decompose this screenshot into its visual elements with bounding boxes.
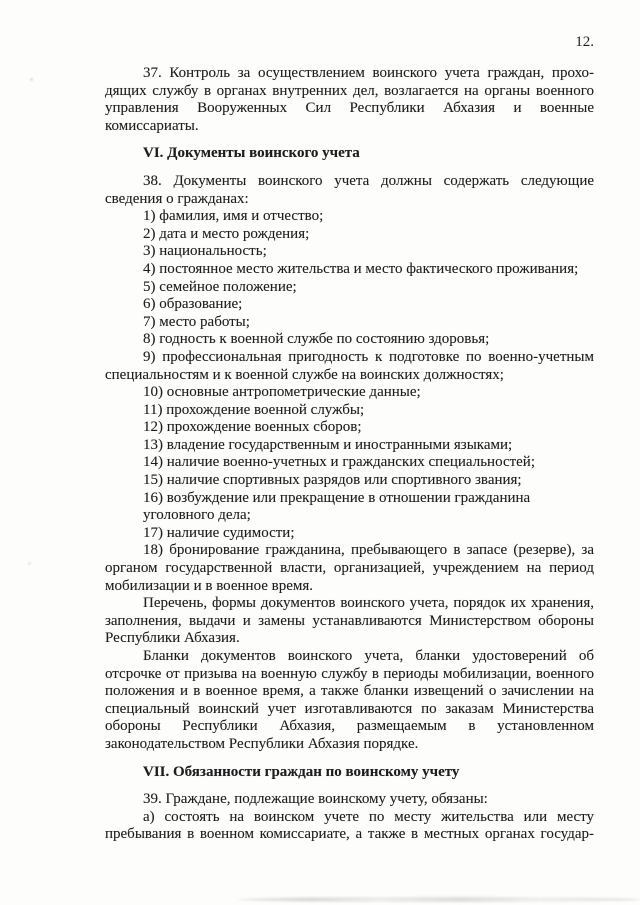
text-line: пребывания в военном комиссариате, а также в местных органах государ-: [105, 826, 594, 843]
text-line: 3) национальность;: [143, 243, 267, 260]
text-line: 13) владение государственным и иностранными языками;: [143, 436, 513, 453]
document-body: [105, 65, 594, 844]
paragraph: [105, 208, 594, 595]
text-line: 4) постоянное место жительства и место фактического проживания;: [143, 260, 579, 277]
text-line: обороны Республики Абхазия, размещаемым в установленном: [105, 718, 594, 735]
paragraph: [105, 791, 594, 844]
text-line: положения и в военное время, а также бланки извещений о зачислении на: [105, 683, 594, 700]
text-line: комиссариаты.: [105, 117, 199, 134]
text-line: 9) профессиональная пригодность к подготовке по военно-учетным: [143, 348, 594, 365]
text-line: 18) бронирование гражданина, пребывающего в запасе (резерве), за: [143, 542, 594, 559]
text-line: законодательством Республики Абхазия порядке.: [105, 735, 419, 752]
text-line: органом государственной власти, организацией, учреждением на период: [105, 560, 594, 577]
text-line: заполнения, выдачи и замены устанавливаются Министерством обороны: [105, 612, 594, 629]
text-line: уголовного дела;: [143, 507, 251, 524]
scan-speck-artifact: [28, 562, 31, 565]
page-number: 12.: [575, 34, 594, 50]
paragraph: [105, 65, 594, 135]
text-line: 6) образование;: [143, 296, 243, 313]
text-line: дящих службу в органах внутренних дел, возлагается на органы военного: [105, 82, 594, 99]
text-line: а) состоять на воинском учете по месту жительства или месту: [143, 808, 594, 825]
text-line: 2) дата и место рождения;: [143, 225, 310, 242]
section-heading: VI. Документы воинского учета: [143, 145, 360, 162]
scan-speck-artifact: [30, 78, 33, 81]
text-line: 37. Контроль за осуществлением воинского учета граждан, прохо-: [143, 65, 594, 81]
paragraph: [105, 173, 594, 208]
scan-smudge-artifact: [238, 897, 640, 902]
text-line: 12) прохождение военных сборов;: [143, 419, 362, 436]
text-line: 38. Документы воинского учета должны содержать следующие: [143, 172, 594, 189]
text-line: 11) прохождение военной службы;: [143, 401, 365, 418]
text-line: 1) фамилия, имя и отчество;: [143, 208, 324, 225]
text-line: мобилизации и в военное время.: [105, 577, 314, 594]
text-line: 8) годность к военной службе по состоянию здоровья;: [143, 331, 490, 348]
text-line: сведения о гражданах:: [105, 190, 249, 207]
paragraph: [105, 595, 594, 648]
text-column: [105, 33, 594, 844]
text-line: отсрочке от призыва на военную службу в периоды мобилизации, военного: [105, 665, 594, 682]
paragraph: [105, 648, 594, 754]
text-line: специальный воинский учет изготавливаются по заказам Министерства: [105, 700, 594, 717]
text-line: 5) семейное положение;: [143, 278, 297, 295]
text-line: управления Вооруженных Сил Республики Абхазия и военные: [105, 100, 594, 117]
text-line: Республики Абхазия.: [105, 630, 240, 647]
text-line: 15) наличие спортивных разрядов или спортивного звания;: [143, 472, 522, 489]
text-line: 10) основные антропометрические данные;: [143, 384, 421, 401]
text-line: 7) место работы;: [143, 313, 250, 330]
text-line: 16) возбуждение или прекращение в отношении гражданина: [143, 489, 531, 506]
section-heading: VII. Обязанности граждан по воинскому учету: [143, 763, 460, 780]
text-line: Перечень, формы документов воинского учета, порядок их хранения,: [143, 595, 594, 612]
text-line: 39. Граждане, подлежащие воинскому учету, обязаны:: [143, 791, 488, 808]
text-line: Бланки документов воинского учета, бланки удостоверений об: [143, 648, 594, 664]
text-line: 14) наличие военно-учетных и гражданских специальностей;: [143, 454, 536, 471]
text-line: специальностям и к военной службе на воинских должностях;: [105, 366, 504, 383]
text-line: 17) наличие судимости;: [143, 524, 295, 541]
